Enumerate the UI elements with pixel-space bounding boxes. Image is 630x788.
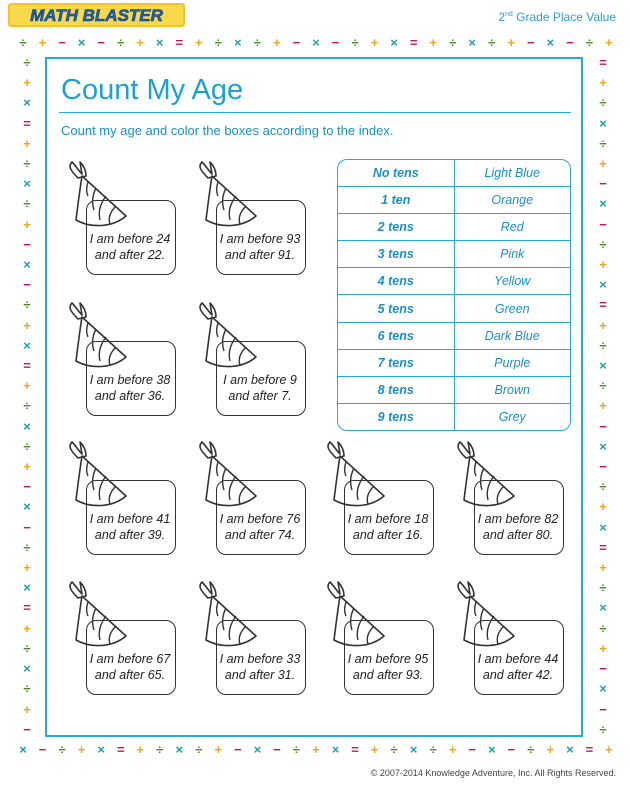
border-symbol-icon: + xyxy=(599,640,607,656)
card-clue-line-2: and after 31. xyxy=(224,668,296,682)
border-symbol-icon: = xyxy=(599,539,607,555)
border-symbol-icon: × xyxy=(409,742,418,757)
border-symbol-icon: ÷ xyxy=(488,35,496,50)
border-symbol-icon: × xyxy=(468,35,477,50)
border-symbol-icon: = xyxy=(599,55,607,70)
border-symbol-icon: ÷ xyxy=(156,742,164,757)
border-symbol-icon: + xyxy=(599,75,607,91)
border-symbol-icon: × xyxy=(23,95,31,111)
border-symbol-icon: × xyxy=(487,742,496,757)
border-symbol-icon: × xyxy=(599,277,607,293)
border-symbol-icon: ÷ xyxy=(214,35,222,50)
border-symbol-icon: × xyxy=(566,742,574,757)
card-clue-line-1: I am before 33 xyxy=(219,652,301,666)
border-symbol-icon: + xyxy=(194,35,203,50)
border-symbol-icon: + xyxy=(23,135,31,151)
border-symbol-icon: ÷ xyxy=(599,721,607,737)
border-symbol-icon: + xyxy=(273,35,281,50)
index-color: Yellow xyxy=(454,268,570,295)
border-symbol-icon: × xyxy=(23,257,31,273)
index-tens: 4 tens xyxy=(338,268,454,295)
grade-label: 2nd Grade Place Value xyxy=(498,10,616,24)
border-symbol-icon: ÷ xyxy=(599,479,607,495)
card-clue-line-1: I am before 93 xyxy=(219,232,301,246)
border-symbol-icon: ÷ xyxy=(390,742,398,757)
card-clue-line-2: and after 36. xyxy=(94,389,166,403)
index-tens: 3 tens xyxy=(338,241,454,268)
index-tens: 7 tens xyxy=(338,349,454,376)
border-top xyxy=(16,36,616,49)
border-symbol-icon: × xyxy=(599,681,607,697)
card-clue-line-2: and after 74. xyxy=(224,528,296,542)
border-symbol-icon: + xyxy=(312,742,320,757)
border-symbol-icon: + xyxy=(370,742,379,757)
border-symbol-icon: × xyxy=(599,358,607,374)
border-symbol-icon: ÷ xyxy=(292,742,300,757)
index-row xyxy=(338,160,570,186)
border-symbol-icon: ÷ xyxy=(599,580,607,596)
index-tens: 9 tens xyxy=(338,404,454,430)
card-clue-line-2: and after 42. xyxy=(482,668,554,682)
card-clue-line-1: I am before 41 xyxy=(89,512,171,526)
border-symbol-icon: ÷ xyxy=(585,35,593,50)
border-symbol-icon: ÷ xyxy=(599,236,607,252)
index-color: Brown xyxy=(454,376,570,403)
card-clue-line-1: I am before 24 xyxy=(89,232,171,246)
border-symbol-icon: ÷ xyxy=(599,378,607,394)
border-symbol-icon: × xyxy=(23,499,31,515)
border-symbol-icon: × xyxy=(599,519,607,535)
border-symbol-icon: × xyxy=(175,742,184,757)
border-symbol-icon: = xyxy=(351,742,359,757)
border-symbol-icon: × xyxy=(546,35,555,50)
border-symbol-icon: + xyxy=(546,742,555,757)
title-divider xyxy=(59,112,571,113)
border-symbol-icon: ÷ xyxy=(599,337,607,353)
index-color: Light Blue xyxy=(484,165,541,180)
index-row xyxy=(338,349,570,376)
border-symbol-icon: ÷ xyxy=(253,35,261,50)
border-symbol-icon: − xyxy=(23,519,31,535)
border-symbol-icon: = xyxy=(409,35,418,50)
border-symbol-icon: × xyxy=(234,35,242,50)
card-clue-line-1: I am before 18 xyxy=(347,512,429,526)
card-clue-line-2: and after 65. xyxy=(94,668,166,682)
border-symbol-icon: ÷ xyxy=(19,35,27,50)
border-symbol-icon: ÷ xyxy=(23,681,31,697)
age-card xyxy=(64,156,184,286)
border-symbol-icon: − xyxy=(273,742,281,757)
index-tens: 6 tens xyxy=(338,322,454,349)
border-symbol-icon: − xyxy=(527,35,535,50)
border-symbol-icon: ÷ xyxy=(195,742,203,757)
border-symbol-icon: = xyxy=(585,742,594,757)
index-color: Purple xyxy=(454,349,570,376)
border-symbol-icon: − xyxy=(507,742,516,757)
border-symbol-icon: − xyxy=(599,701,607,717)
border-symbol-icon: ÷ xyxy=(23,297,31,313)
svg-text:MATH BLASTER: MATH BLASTER xyxy=(30,6,163,25)
border-symbol-icon: + xyxy=(23,378,31,394)
border-symbol-icon: × xyxy=(599,438,607,454)
border-symbol-icon: ÷ xyxy=(351,35,359,50)
border-symbol-icon: × xyxy=(390,35,398,50)
border-symbol-icon: × xyxy=(23,176,31,192)
border-symbol-icon: + xyxy=(23,560,31,576)
border-symbol-icon: − xyxy=(23,721,31,737)
border-symbol-icon: + xyxy=(370,35,379,50)
border-symbol-icon: + xyxy=(23,701,31,717)
age-card xyxy=(452,576,572,706)
border-symbol-icon: − xyxy=(292,35,301,50)
age-card xyxy=(322,436,442,566)
border-symbol-icon: × xyxy=(155,35,164,50)
index-color: Grey xyxy=(454,404,570,430)
card-clue-line-2: and after 80. xyxy=(482,528,554,542)
age-card xyxy=(322,576,442,706)
age-card xyxy=(194,436,314,566)
index-tens: No tens xyxy=(338,160,454,186)
border-symbol-icon: + xyxy=(448,742,457,757)
index-color: Red xyxy=(454,213,570,240)
border-symbol-icon: + xyxy=(605,742,613,757)
border-symbol-icon: ÷ xyxy=(23,398,31,414)
border-symbol-icon: + xyxy=(23,459,31,475)
index-row xyxy=(338,404,570,430)
index-color: Orange xyxy=(454,186,570,213)
border-symbol-icon: ÷ xyxy=(23,640,31,656)
border-symbol-icon: = xyxy=(116,742,125,757)
copyright-notice: © 2007-2014 Knowledge Adventure, Inc. All Rights Reserved. xyxy=(370,768,616,778)
border-symbol-icon: − xyxy=(23,236,31,252)
card-clue-line-2: and after 93. xyxy=(352,668,424,682)
border-symbol-icon: + xyxy=(77,742,86,757)
border-symbol-icon: − xyxy=(23,479,31,495)
index-tens: 2 tens xyxy=(338,213,454,240)
index-color: Green xyxy=(454,295,570,322)
card-clue-line-1: I am before 38 xyxy=(89,373,171,387)
border-symbol-icon: ÷ xyxy=(117,35,125,50)
border-symbol-icon: × xyxy=(97,742,105,757)
border-symbol-icon: = xyxy=(23,358,31,374)
border-symbol-icon: ÷ xyxy=(527,742,535,757)
border-symbol-icon: + xyxy=(599,398,607,414)
index-tens: 5 tens xyxy=(338,295,454,322)
border-bottom xyxy=(16,743,616,756)
border-symbol-icon: + xyxy=(599,257,607,273)
card-clue-line-2: and after 22. xyxy=(94,248,166,262)
border-symbol-icon: − xyxy=(38,742,47,757)
border-symbol-icon: − xyxy=(599,176,607,192)
card-clue-line-2: and after 16. xyxy=(352,528,424,542)
border-symbol-icon: × xyxy=(331,742,340,757)
age-card xyxy=(194,156,314,286)
border-symbol-icon: − xyxy=(331,35,340,50)
index-row xyxy=(338,376,570,403)
border-symbol-icon: + xyxy=(23,75,31,91)
border-symbol-icon: − xyxy=(599,661,607,677)
index-color: Dark Blue xyxy=(454,322,570,349)
age-card xyxy=(194,297,314,427)
border-symbol-icon: − xyxy=(97,35,105,50)
border-symbol-icon: ÷ xyxy=(599,620,607,636)
math-blaster-logo xyxy=(8,3,185,27)
border-symbol-icon: + xyxy=(23,620,31,636)
border-symbol-icon: ÷ xyxy=(599,95,607,111)
border-symbol-icon: + xyxy=(429,35,437,50)
card-clue-line-1: I am before 67 xyxy=(89,652,171,666)
border-symbol-icon: × xyxy=(23,580,31,596)
border-symbol-icon: × xyxy=(599,196,607,212)
border-symbol-icon: × xyxy=(599,600,607,616)
index-row xyxy=(338,268,570,295)
border-symbol-icon: − xyxy=(58,35,66,50)
border-symbol-icon: + xyxy=(136,742,144,757)
border-symbol-icon: ÷ xyxy=(23,539,31,555)
index-row xyxy=(338,241,570,268)
border-symbol-icon: ÷ xyxy=(429,742,437,757)
border-symbol-icon: + xyxy=(599,156,607,172)
border-symbol-icon: ÷ xyxy=(58,742,66,757)
border-symbol-icon: × xyxy=(312,35,320,50)
border-symbol-icon: ÷ xyxy=(23,438,31,454)
border-symbol-icon: − xyxy=(599,216,607,232)
age-card xyxy=(64,436,184,566)
age-card xyxy=(64,297,184,427)
border-symbol-icon: − xyxy=(468,742,477,757)
card-clue-line-2: and after 91. xyxy=(224,248,296,262)
card-clue-line-1: I am before 9 xyxy=(223,373,297,387)
border-symbol-icon: + xyxy=(214,742,223,757)
border-symbol-icon: ÷ xyxy=(599,135,607,151)
border-symbol-icon: + xyxy=(599,317,607,333)
border-symbol-icon: + xyxy=(599,560,607,576)
index-tens: 8 tens xyxy=(338,376,454,403)
worksheet-title: Count My Age xyxy=(61,74,244,106)
border-symbol-icon: = xyxy=(23,600,31,616)
border-symbol-icon: = xyxy=(599,297,607,313)
card-clue-line-2: and after 7. xyxy=(228,389,292,403)
index-row xyxy=(338,186,570,213)
age-card xyxy=(194,576,314,706)
age-card xyxy=(452,436,572,566)
border-right xyxy=(596,56,610,736)
border-symbol-icon: + xyxy=(136,35,144,50)
card-clue-line-1: I am before 82 xyxy=(477,512,559,526)
border-symbol-icon: − xyxy=(23,277,31,293)
border-symbol-icon: − xyxy=(566,35,574,50)
worksheet-instructions: Count my age and color the boxes according to the index. xyxy=(61,123,394,138)
border-symbol-icon: + xyxy=(38,35,47,50)
border-symbol-icon: − xyxy=(234,742,242,757)
border-symbol-icon: × xyxy=(23,337,31,353)
border-symbol-icon: + xyxy=(605,35,613,50)
border-symbol-icon: × xyxy=(77,35,86,50)
index-color: Pink xyxy=(454,241,570,268)
border-symbol-icon: + xyxy=(23,317,31,333)
border-symbol-icon: + xyxy=(23,216,31,232)
border-symbol-icon: × xyxy=(23,418,31,434)
color-index-table xyxy=(337,159,571,431)
card-clue-line-1: I am before 44 xyxy=(477,652,559,666)
border-symbol-icon: = xyxy=(175,35,184,50)
border-symbol-icon: = xyxy=(23,115,31,131)
border-symbol-icon: × xyxy=(23,661,31,677)
card-clue-line-2: and after 39. xyxy=(94,528,166,542)
card-clue-line-1: I am before 95 xyxy=(347,652,429,666)
border-symbol-icon: × xyxy=(253,742,262,757)
border-symbol-icon: + xyxy=(507,35,516,50)
card-clue-line-1: I am before 76 xyxy=(219,512,301,526)
border-symbol-icon: ÷ xyxy=(23,55,31,70)
index-row xyxy=(338,295,570,322)
border-symbol-icon: ÷ xyxy=(449,35,457,50)
border-symbol-icon: ÷ xyxy=(23,196,31,212)
index-row xyxy=(338,322,570,349)
border-symbol-icon: − xyxy=(599,459,607,475)
index-tens: 1 ten xyxy=(338,186,454,213)
border-symbol-icon: × xyxy=(19,742,27,757)
index-row xyxy=(338,213,570,240)
border-left xyxy=(20,56,34,736)
border-symbol-icon: ÷ xyxy=(23,156,31,172)
age-card xyxy=(64,576,184,706)
border-symbol-icon: − xyxy=(599,418,607,434)
border-symbol-icon: + xyxy=(599,499,607,515)
border-symbol-icon: × xyxy=(599,115,607,131)
